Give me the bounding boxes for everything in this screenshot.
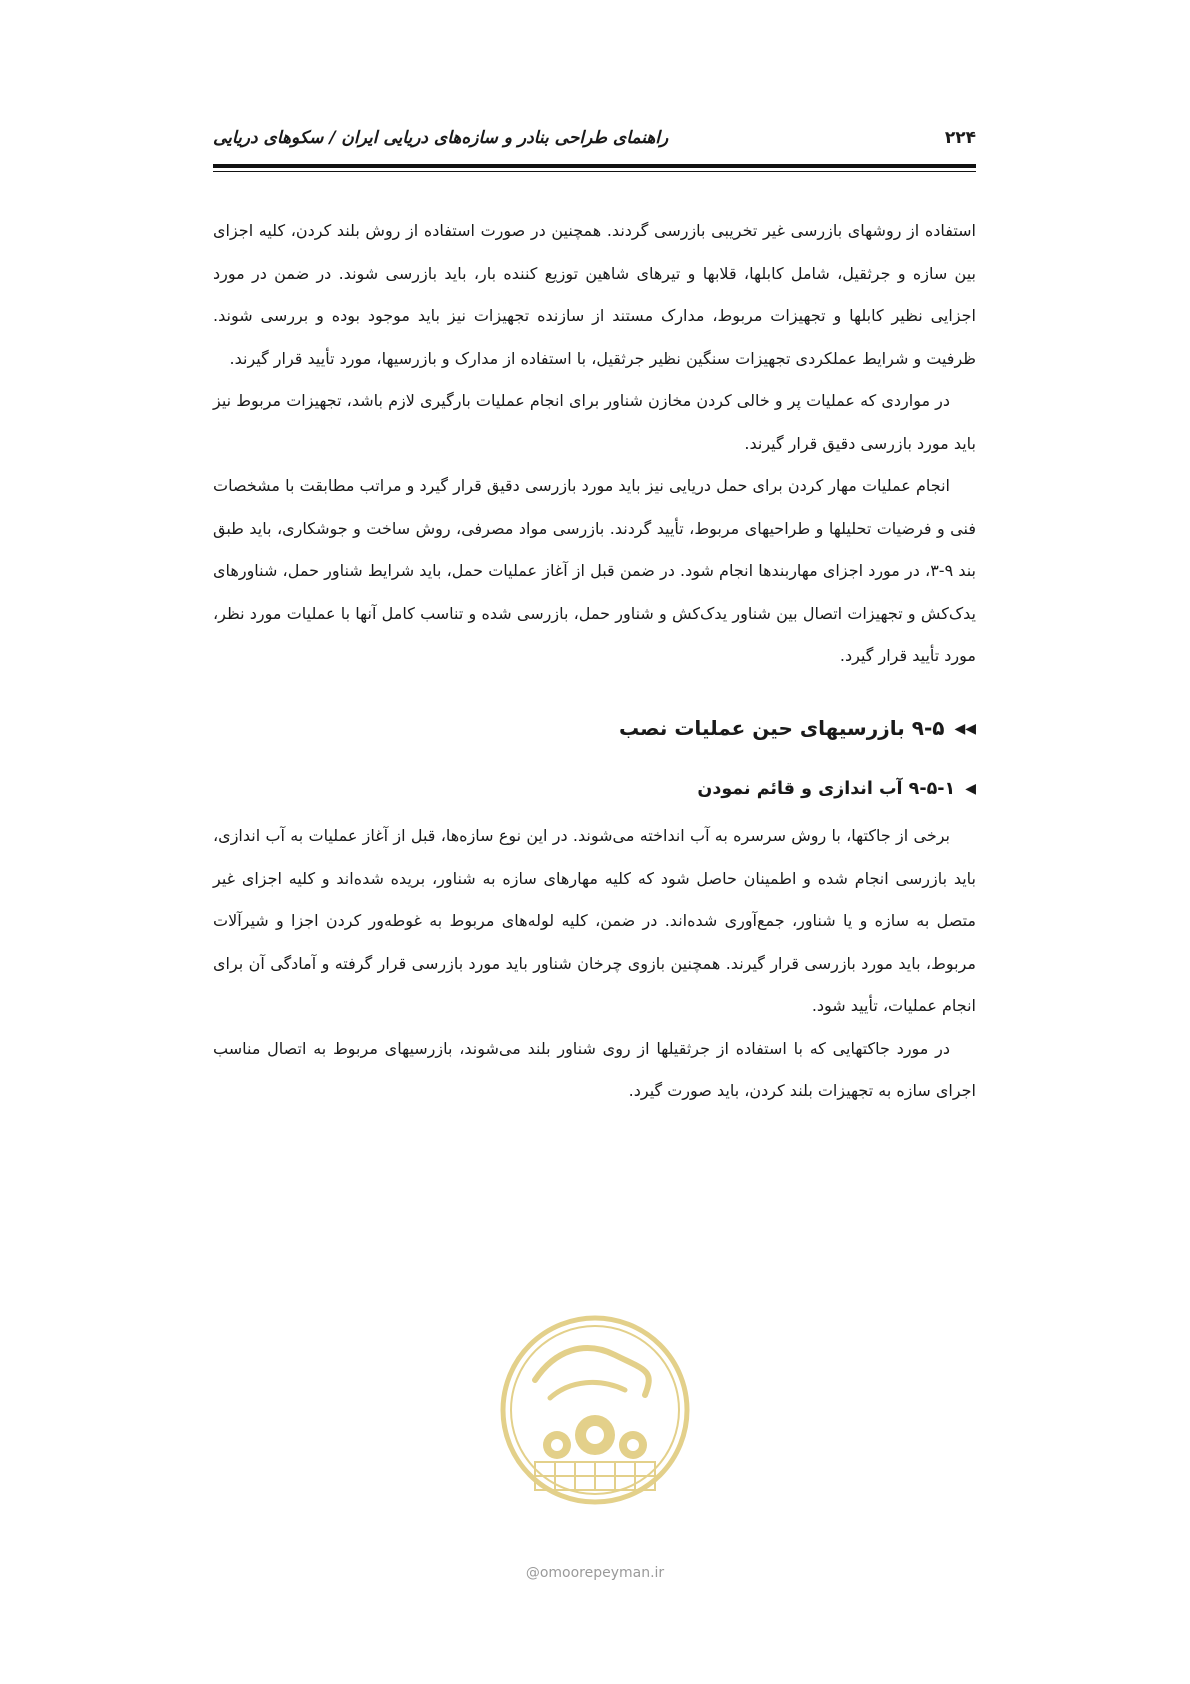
website-url xyxy=(480,1565,710,1581)
header-rule-thin xyxy=(213,171,976,172)
page-header xyxy=(213,128,976,158)
section-heading-text: ۹-۵ بازرسیهای حین عملیات نصب xyxy=(618,715,945,740)
page-body xyxy=(213,210,976,1113)
website-text: omoorepeyman.ir xyxy=(539,1565,665,1581)
at-icon: @ xyxy=(525,1565,540,1581)
running-title: راهنمای طراحی بنادر و سازه‌های دریایی ایران / سکوهای دریایی xyxy=(213,128,669,148)
watermark-logo xyxy=(495,1310,695,1510)
gear-seal-icon xyxy=(495,1310,695,1510)
paragraph-1: استفاده از روشهای بازرسی غیر تخریبی بازرسی گردند. همچنین در صورت استفاده از روش بلند کردن، کلیه اجزای بین سازه و جرثقیل، شامل کابلها، قلابها و تیرهای شاهین توزیع کننده بار، باید بازرسی شوند. در ضمن در مورد اجزایی نظیر کابلها و تجهیزات مربوط، مدارک مستند از سازنده تجهیزات نیز باید موجود بوده و بررسی شوند. ظرفیت و شرایط عملکردی تجهیزات سنگین نظیر جرثقیل، با استفاده از مدارک و بازرسیها، مورد تأیید قرار گیرند. xyxy=(213,221,976,368)
double-arrow-icon: ◀◀ xyxy=(954,721,976,737)
page-number: ۲۲۴ xyxy=(944,128,976,148)
header-rule-thick xyxy=(213,164,976,168)
subsection-heading-text: ۹-۵-۱ آب اندازی و قائم نمودن xyxy=(697,779,956,799)
paragraph-2: در مواردی که عملیات پر و خالی کردن مخازن شناور برای انجام عملیات بارگیری لازم باشد، تجهیزات مربوط نیز باید مورد بازرسی دقیق قرار گیرند. xyxy=(213,391,976,453)
paragraph-4: برخی از جاکتها، با روش سرسره به آب انداخته می‌شوند. در این نوع سازه‌ها، قبل از آغاز عملیات به آب اندازی، باید بازرسی انجام شده و اطمینان حاصل شود که کلیه مهارهای سازه به شناور، بریده شده‌اند و کلیه اجزای غیر متصل به سازه و یا شناور، جمع‌آوری شده‌اند. در ضمن، کلیه لوله‌های مربوط به غوطه‌ور کردن اجزا و شیرآلات مربوط، باید مورد بازرسی قرار گیرند. همچنین بازوی چرخان شناور باید مورد بازرسی قرار گرفته و آمادگی آن برای انجام عملیات، تأیید شود. xyxy=(213,826,976,1015)
paragraph-5: در مورد جاکتهایی که با استفاده از جرثقیلها از روی شناور بلند می‌شوند، بازرسیهای مربوط به اتصال مناسب اجرای سازه به تجهیزات بلند کردن، باید صورت گیرد. xyxy=(213,1038,976,1100)
section-heading-row xyxy=(213,708,976,750)
subsection-heading xyxy=(213,769,976,809)
arrow-icon: ◀ xyxy=(965,781,976,797)
subsection-heading-row xyxy=(213,769,976,809)
section-heading xyxy=(213,708,976,750)
paragraph-3: انجام عملیات مهار کردن برای حمل دریایی نیز باید مورد بازرسی دقیق قرار گیرد و مراتب مطابقت با مشخصات فنی و فرضیات تحلیلها و طراحیهای مربوط، تأیید گردند. بازرسی مواد مصرفی، روش ساخت و جوشکاری، باید طبق بند ۹-۳، در مورد اجزای مهاربندها انجام شود. در ضمن قبل از آغاز عملیات حمل، باید شرایط شناور حمل، شناورهای یدک‌کش و تجهیزات اتصال بین شناور یدک‌کش و شناور حمل، بازرسی شده و تناسب کامل آنها با عملیات مورد نظر، مورد تأیید قرار گیرد. xyxy=(213,476,977,665)
